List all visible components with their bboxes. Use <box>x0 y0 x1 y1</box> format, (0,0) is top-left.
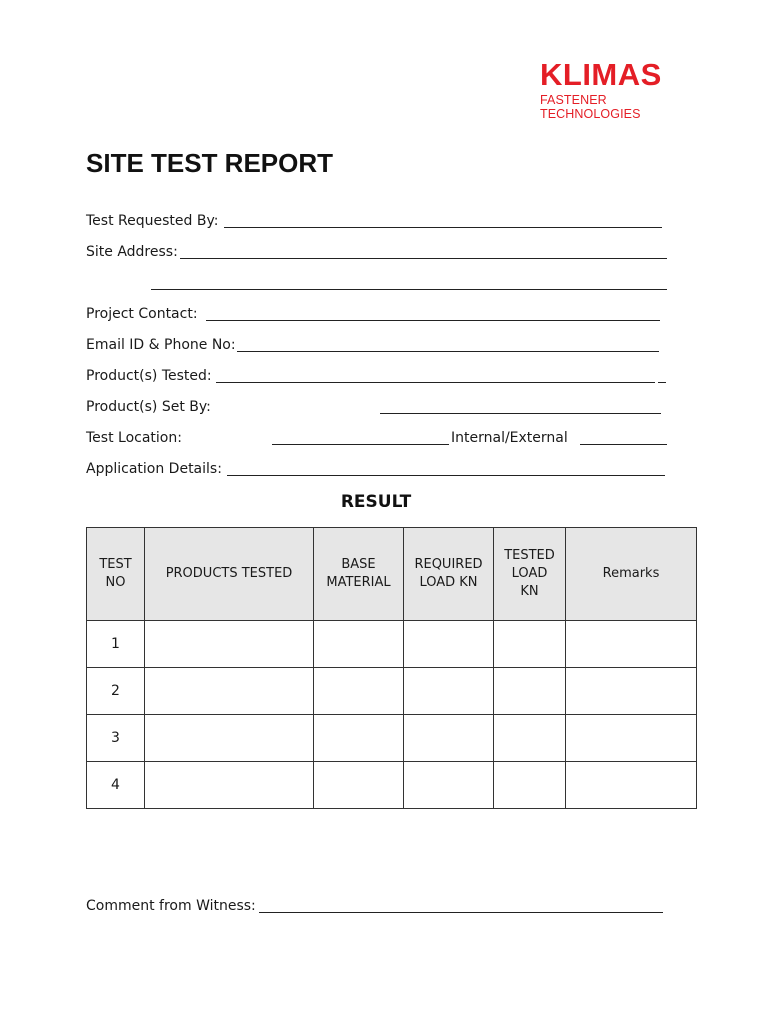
field-label: Site Address: <box>86 244 178 260</box>
field-label: Test Location: <box>86 430 182 446</box>
cell-test-no: 3 <box>87 715 145 762</box>
table-header-row <box>87 528 697 621</box>
blank-line-test-requested-by[interactable] <box>224 227 662 228</box>
result-table <box>86 527 697 809</box>
cell-tested-load[interactable] <box>494 762 566 809</box>
cell-required-load[interactable] <box>404 668 494 715</box>
table-row <box>87 621 697 668</box>
logo-tagline: FASTENER TECHNOLOGIES <box>540 93 641 121</box>
witness-comment-label: Comment from Witness: <box>86 898 256 914</box>
header-tested-load: TESTED LOAD KN <box>494 528 566 621</box>
cell-remarks[interactable] <box>566 715 697 762</box>
table-row <box>87 715 697 762</box>
cell-base-material[interactable] <box>314 715 404 762</box>
blank-line-test-location-2[interactable] <box>580 444 667 445</box>
header-remarks: Remarks <box>566 528 697 621</box>
cell-products-tested[interactable] <box>145 715 314 762</box>
cell-products-tested[interactable] <box>145 668 314 715</box>
blank-line-products-tested[interactable] <box>216 382 655 383</box>
blank-line-site-address-2[interactable] <box>151 289 667 290</box>
cell-test-no: 1 <box>87 621 145 668</box>
field-label: Product(s) Tested: <box>86 368 212 384</box>
cell-remarks[interactable] <box>566 621 697 668</box>
table-row <box>87 762 697 809</box>
cell-products-tested[interactable] <box>145 762 314 809</box>
blank-line-witness-comment[interactable] <box>259 912 663 913</box>
blank-line-project-contact[interactable] <box>206 320 660 321</box>
blank-line-application-details[interactable] <box>227 475 655 476</box>
blank-line-products-set-by[interactable] <box>380 413 661 414</box>
cell-base-material[interactable] <box>314 762 404 809</box>
cell-products-tested[interactable] <box>145 621 314 668</box>
cell-remarks[interactable] <box>566 668 697 715</box>
header-test-no: TEST NO <box>87 528 145 621</box>
table-row <box>87 668 697 715</box>
header-base-material: BASE MATERIAL <box>314 528 404 621</box>
field-label: Project Contact: <box>86 306 198 322</box>
cell-base-material[interactable] <box>314 621 404 668</box>
blank-line-products-tested-tail <box>658 382 666 383</box>
cell-tested-load[interactable] <box>494 715 566 762</box>
company-logo <box>540 57 700 121</box>
header-products-tested: PRODUCTS TESTED <box>145 528 314 621</box>
field-label: Test Requested By: <box>86 213 219 229</box>
field-label: Application Details: <box>86 461 222 477</box>
result-heading: RESULT <box>340 492 412 512</box>
cell-required-load[interactable] <box>404 762 494 809</box>
cell-required-load[interactable] <box>404 621 494 668</box>
blank-line-email-phone[interactable] <box>237 351 659 352</box>
cell-base-material[interactable] <box>314 668 404 715</box>
blank-line-application-details-tail <box>655 475 665 476</box>
blank-line-test-location[interactable] <box>272 444 449 445</box>
field-label: Email ID & Phone No: <box>86 337 236 353</box>
test-location-option: Internal/External <box>451 430 568 446</box>
blank-line-site-address[interactable] <box>180 258 667 259</box>
cell-test-no: 2 <box>87 668 145 715</box>
cell-remarks[interactable] <box>566 762 697 809</box>
cell-test-no: 4 <box>87 762 145 809</box>
logo-wordmark: KLIMAS <box>540 57 662 92</box>
page-title: SITE TEST REPORT <box>86 148 334 178</box>
cell-tested-load[interactable] <box>494 621 566 668</box>
cell-required-load[interactable] <box>404 715 494 762</box>
cell-tested-load[interactable] <box>494 668 566 715</box>
header-required-load: REQUIRED LOAD KN <box>404 528 494 621</box>
field-label: Product(s) Set By: <box>86 399 211 415</box>
